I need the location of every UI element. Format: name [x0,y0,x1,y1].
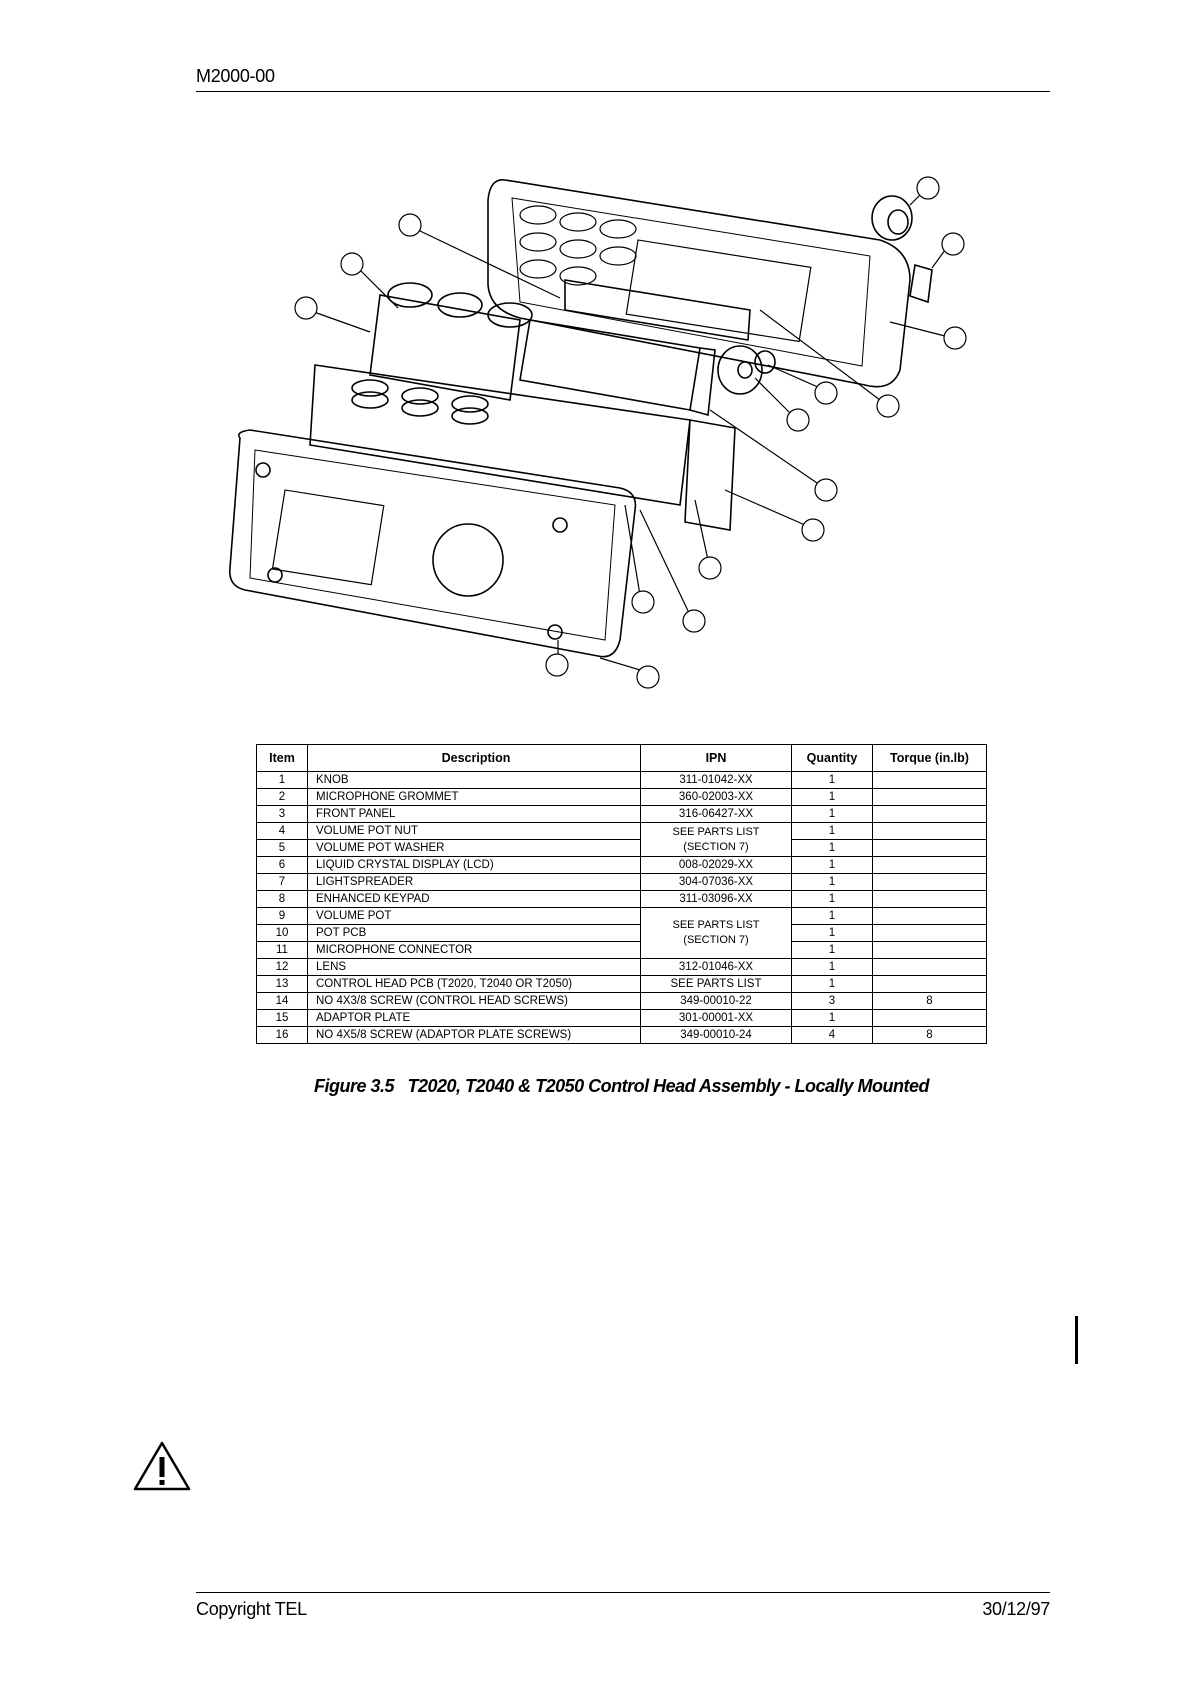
cell-qty: 1 [792,959,873,976]
table-row [257,806,987,823]
cell-item: 2 [257,789,308,806]
cell-qty: 3 [792,993,873,1010]
cell-item: 15 [257,1010,308,1027]
revision-change-bar [1075,1316,1078,1364]
merged-ipn-line2: (SECTION 7) [683,840,749,853]
cell-ipn: 311-01042-XX [641,772,792,789]
cell-torque: 8 [873,993,987,1010]
cell-qty: 1 [792,823,873,840]
table-row [257,772,987,789]
cell-ipn: 349-00010-22 [641,993,792,1010]
cell-desc: LIGHTSPREADER [308,874,641,891]
table-row [257,789,987,806]
adaptor-plate [230,430,636,657]
cell-desc: ENHANCED KEYPAD [308,891,641,908]
table-row [257,908,987,925]
cell-ipn: 304-07036-XX [641,874,792,891]
col-item: Item [257,745,308,772]
cell-qty: 1 [792,976,873,993]
cell-item: 11 [257,942,308,959]
cell-torque [873,874,987,891]
col-torque: Torque (in.lb) [873,745,987,772]
cell-torque [873,857,987,874]
cell-desc: KNOB [308,772,641,789]
cell-qty: 1 [792,908,873,925]
cell-item: 16 [257,1027,308,1044]
cell-torque [873,908,987,925]
cell-item: 14 [257,993,308,1010]
footer-date: 30/12/97 [982,1599,1050,1619]
merged-ipn-line2: (SECTION 7) [683,934,749,946]
cell-qty: 1 [792,1010,873,1027]
table-row [257,976,987,993]
cell-item: 8 [257,891,308,908]
merged-ipn-line1: SEE PARTS LIST [672,919,760,931]
cell-desc: MICROPHONE GROMMET [308,789,641,806]
cell-desc: POT PCB [308,925,641,942]
rubber-keypad [370,283,532,400]
figure-caption: Figure 3.5 T2020, T2040 & T2050 Control Head Assembly - Locally Mounted [313,1076,930,1096]
cell-torque: 8 [873,1027,987,1044]
cell-ipn: 008-02029-XX [641,857,792,874]
col-quantity: Quantity [792,745,873,772]
cell-item: 10 [257,925,308,942]
cell-qty: 1 [792,891,873,908]
cell-ipn: 312-01046-XX [641,959,792,976]
cell-desc: NO 4X3/8 SCREW (CONTROL HEAD SCREWS) [308,993,641,1010]
cell-desc: FRONT PANEL [308,806,641,823]
col-ipn: IPN [641,745,792,772]
cell-item: 9 [257,908,308,925]
table-row [257,891,987,908]
cell-qty: 1 [792,857,873,874]
table-row [257,993,987,1010]
volume-pot-parts [718,346,775,394]
cell-torque [873,840,987,857]
warning-triangle-icon [132,1440,192,1492]
table-row [257,874,987,891]
cell-torque [873,942,987,959]
copyright-text: Copyright TEL [196,1599,307,1619]
lcd-lightspreader [520,280,750,415]
cell-desc: MICROPHONE CONNECTOR [308,942,641,959]
cell-torque [873,959,987,976]
cell-qty: 1 [792,925,873,942]
cell-ipn: 349-00010-24 [641,1027,792,1044]
table-header-row [257,745,987,772]
cell-desc: VOLUME POT NUT [308,823,641,840]
cell-ipn-merged [641,823,792,857]
cell-qty: 4 [792,1027,873,1044]
cell-ipn: 316-06427-XX [641,806,792,823]
exploded-assembly-diagram [220,170,1050,730]
cell-ipn: 301-00001-XX [641,1010,792,1027]
page-header [196,66,1050,92]
cell-item: 1 [257,772,308,789]
cell-desc: VOLUME POT WASHER [308,840,641,857]
cell-torque [873,976,987,993]
cell-torque [873,1010,987,1027]
cell-qty: 1 [792,806,873,823]
cell-item: 3 [257,806,308,823]
col-description: Description [308,745,641,772]
table-row [257,942,987,959]
cell-torque [873,925,987,942]
cell-item: 12 [257,959,308,976]
table-row [257,1027,987,1044]
cell-ipn: 311-03096-XX [641,891,792,908]
cell-qty: 1 [792,874,873,891]
cell-ipn: 360-02003-XX [641,789,792,806]
knob [872,196,932,302]
cell-qty: 1 [792,789,873,806]
cell-ipn: SEE PARTS LIST [641,976,792,993]
cell-qty: 1 [792,840,873,857]
parts-table [256,744,987,1044]
cell-qty: 1 [792,942,873,959]
cell-torque [873,789,987,806]
cell-qty: 1 [792,772,873,789]
cell-desc: VOLUME POT [308,908,641,925]
keypad-grid [520,206,636,285]
cell-torque [873,823,987,840]
table-row [257,1010,987,1027]
cell-item: 7 [257,874,308,891]
cell-desc: NO 4X5/8 SCREW (ADAPTOR PLATE SCREWS) [308,1027,641,1044]
cell-torque [873,772,987,789]
cell-desc: LENS [308,959,641,976]
cell-ipn-merged [641,908,792,959]
table-row [257,840,987,857]
cell-desc: LIQUID CRYSTAL DISPLAY (LCD) [308,857,641,874]
page-footer [196,1592,1050,1620]
table-row [257,959,987,976]
cell-item: 4 [257,823,308,840]
cell-desc: ADAPTOR PLATE [308,1010,641,1027]
table-row [257,925,987,942]
cell-torque [873,891,987,908]
table-row [257,857,987,874]
cell-item: 6 [257,857,308,874]
cell-item: 13 [257,976,308,993]
cell-desc: CONTROL HEAD PCB (T2020, T2040 OR T2050) [308,976,641,993]
merged-ipn-line1: SEE PARTS LIST [672,825,760,838]
table-row [257,823,987,840]
document-id: M2000-00 [196,66,275,86]
callouts [295,177,966,688]
control-head-pcb [310,365,735,530]
cell-torque [873,806,987,823]
cell-item: 5 [257,840,308,857]
